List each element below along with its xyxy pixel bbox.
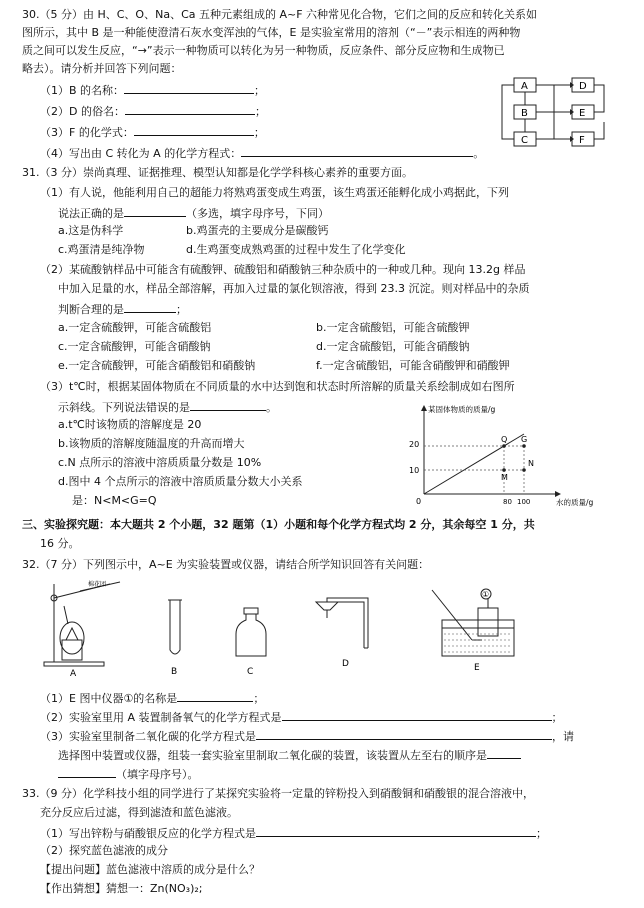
- q31-p3-line-2: 示斜线。下列说法错误的是 。: [58, 401, 277, 414]
- apparatus-a-iron-stand: [40, 578, 135, 678]
- q30-relation-diagram: [492, 74, 612, 154]
- q31-p1-line-2: 说法正确的是 （多选，填字母序号，下同）: [58, 207, 329, 220]
- x-tick-label-80: 80: [503, 498, 512, 506]
- q30-item-3: （3）F 的化学式： ；: [40, 126, 265, 139]
- y-axis-label: 某固体物质的质量/g: [428, 405, 496, 414]
- q30-item-2: （2）D 的俗名： ；: [40, 105, 266, 118]
- q30-line-1: 30.（5 分）由 H、C、O、Na、Ca 五种元素组成的 A~F 六种常见化合物，它们之间的反应和转化关系如: [22, 8, 538, 21]
- x-axis-label: 水的质量/g: [556, 498, 594, 507]
- diagram-label-b: B: [521, 108, 528, 119]
- q31-p2-option-f: f.一定含硫酸铝，可能含硝酸钾和硝酸钾: [316, 359, 510, 372]
- q32-item-3-cont-2: （填字母序号）。: [58, 766, 199, 782]
- q31-p2-option-b: b.一定含硫酸铝，可能含硫酸钾: [316, 321, 470, 334]
- section-3-line-2: 16 分。: [40, 537, 80, 550]
- q31-p3-option-d-cont: 是：N<M<G=Q: [72, 494, 157, 507]
- apparatus-d-bent-tube: [310, 592, 380, 678]
- apparatus-b-test-tube: [162, 596, 188, 678]
- q32-item-2: （2）实验室里用 A 装置制备氧气的化学方程式是 ；: [40, 711, 563, 724]
- q31-p1-option-a: a.这是伪科学: [58, 224, 124, 237]
- q33-line-6: 【作出猜想】猜想一：Zn(NO₃)₂;: [40, 882, 203, 895]
- q31-p1-line-1: （1）有人说，他能利用自己的超能力将熟鸡蛋变成生鸡蛋，该生鸡蛋还能孵化成小鸡据此，下列: [40, 186, 509, 199]
- q31-p1-option-c: c.鸡蛋清是纯净物: [58, 243, 145, 256]
- q33-line-4: （2）探究蓝色滤液的成分: [40, 844, 168, 857]
- point-label-n: N: [528, 459, 534, 468]
- q31-p1-option-d: d.生鸡蛋变成熟鸡蛋的过程中发生了化学变化: [186, 243, 406, 256]
- q31-p3-option-b: b.该物质的溶解度随温度的升高而增大: [58, 437, 245, 450]
- q31-title: 31.（3 分）崇尚真理、证据推理、模型认知都是化学学科核心素养的重要方面。: [22, 166, 413, 179]
- origin-label: 0: [416, 497, 422, 506]
- q32-item-3-cont: 选择图中装置或仪器，组装一套实验室里制取二氧化碳的装置，该装置从左至右的顺序是: [58, 747, 521, 763]
- q31-p3-option-c: c.N 点所示的溶液中溶质质量分数是 10%: [58, 456, 262, 469]
- point-label-g: G: [521, 435, 528, 444]
- point-n: [522, 468, 526, 472]
- solubility-line: [424, 434, 524, 494]
- apparatus-e-water-trough: [428, 586, 528, 678]
- q33-line-2: 充分反应后过滤，得到滤渣和蓝色滤液。: [40, 806, 238, 819]
- q33-line-1: 33.（9 分）化学科技小组的同学进行了某探究实验将一定量的锌粉投入到硝酸铜和硝酸银的混合溶液中，: [22, 787, 534, 800]
- q31-p1-option-b: b.鸡蛋壳的主要成分是碳酸钙: [186, 224, 329, 237]
- point-label-q: Q: [501, 435, 508, 444]
- q30-item-1: （1）B 的名称： ；: [40, 84, 266, 97]
- q31-p2-option-a: a.一定含硫酸钾，可能含硫酸铝: [58, 321, 212, 334]
- y-tick-label-20: 20: [409, 440, 420, 449]
- q31-p3-line-1: （3）t℃时，根据某固体物质在不同质量的水中达到饱和状态时所溶解的质量关系绘制成如右图所: [40, 380, 515, 393]
- q31-p3-option-d: d.图中 4 个点所示的溶液中溶质质量分数大小关系: [58, 475, 303, 488]
- circle-label-1: ①: [482, 590, 490, 599]
- q33-line-5: 【提出问题】蓝色滤液中溶质的成分是什么？: [40, 863, 260, 876]
- point-q: [502, 444, 506, 448]
- q32-item-3: （3）实验室里制备二氧化碳的化学方程式是 ，请: [40, 730, 574, 743]
- q31-p2-option-d: d.一定含硫酸铝，可能含硝酸钠: [316, 340, 470, 353]
- q33-line-3: （1）写出锌粉与硝酸银反应的化学方程式是 ；: [40, 827, 547, 840]
- q30-line-2: 图所示，其中 B 是一种能使澄清石灰水变浑浊的气体，E 是实验室常用的溶剂（“－”表示相连的两种物: [22, 26, 521, 39]
- y-tick-label-10: 10: [409, 466, 420, 475]
- apparatus-label-e: E: [474, 663, 480, 673]
- svg-text:棉花团: 棉花团: [88, 581, 107, 588]
- apparatus-label-a: A: [70, 669, 77, 678]
- q30-line-4: 略去）。请分析并回答下列问题：: [22, 62, 182, 75]
- q31-p2-option-c: c.一定含硫酸钾，可能含硝酸钠: [58, 340, 211, 353]
- diagram-label-f: F: [579, 135, 585, 146]
- diagram-label-a: A: [521, 81, 528, 92]
- q31-p2-line-2: 中加入足量的水，样品全部溶解，再加入过量的氯化钡溶液，得到 23.3 沉淀。则对样品中的杂质: [58, 282, 530, 295]
- q31-p2-option-e: e.一定含硫酸钾，可能含硝酸铝和硝酸钠: [58, 359, 256, 372]
- x-tick-label-100: 100: [517, 498, 531, 506]
- point-g: [522, 444, 526, 448]
- apparatus-c-gas-jar: [232, 606, 272, 678]
- q31-p2-line-1: （2）某硫酸钠样品中可能含有硫酸钾、硫酸铝和硝酸钠三种杂质中的一种或几种。现向 13.2g 样品: [40, 263, 526, 276]
- q31-p3-option-a: a.t℃时该物质的溶解度是 20: [58, 418, 202, 431]
- solubility-chart: [408, 402, 620, 510]
- diagram-label-d: D: [579, 81, 587, 92]
- q31-p2-line-3: 判断合理的是 ；: [58, 303, 187, 316]
- q30-item-4: （4）写出由 C 转化为 A 的化学方程式： 。: [40, 147, 485, 160]
- apparatus-label-d: D: [342, 659, 349, 669]
- apparatus-label-c: C: [247, 667, 254, 677]
- q32-title: 32.（7 分）下列图示中，A~E 为实验装置或仪器，请结合所学知识回答有关问题：: [22, 558, 430, 571]
- diagram-label-c: C: [521, 135, 528, 146]
- point-m: [502, 468, 506, 472]
- point-label-m: M: [501, 473, 508, 482]
- q32-item-1: （1）E 图中仪器①的名称是 ；: [40, 692, 265, 705]
- section-3-line-1: 三、实验探究题：本大题共 2 个小题，32 题第（1）小题和每个化学方程式均 2 分，其余每空 1 分，共: [22, 518, 535, 531]
- diagram-label-e: E: [579, 108, 586, 119]
- apparatus-label-b: B: [171, 667, 178, 677]
- q30-line-3: 质之间可以发生反应，“→”表示一种物质可以转化为另一种物质，反应条件、部分反应物和生成物已: [22, 44, 505, 57]
